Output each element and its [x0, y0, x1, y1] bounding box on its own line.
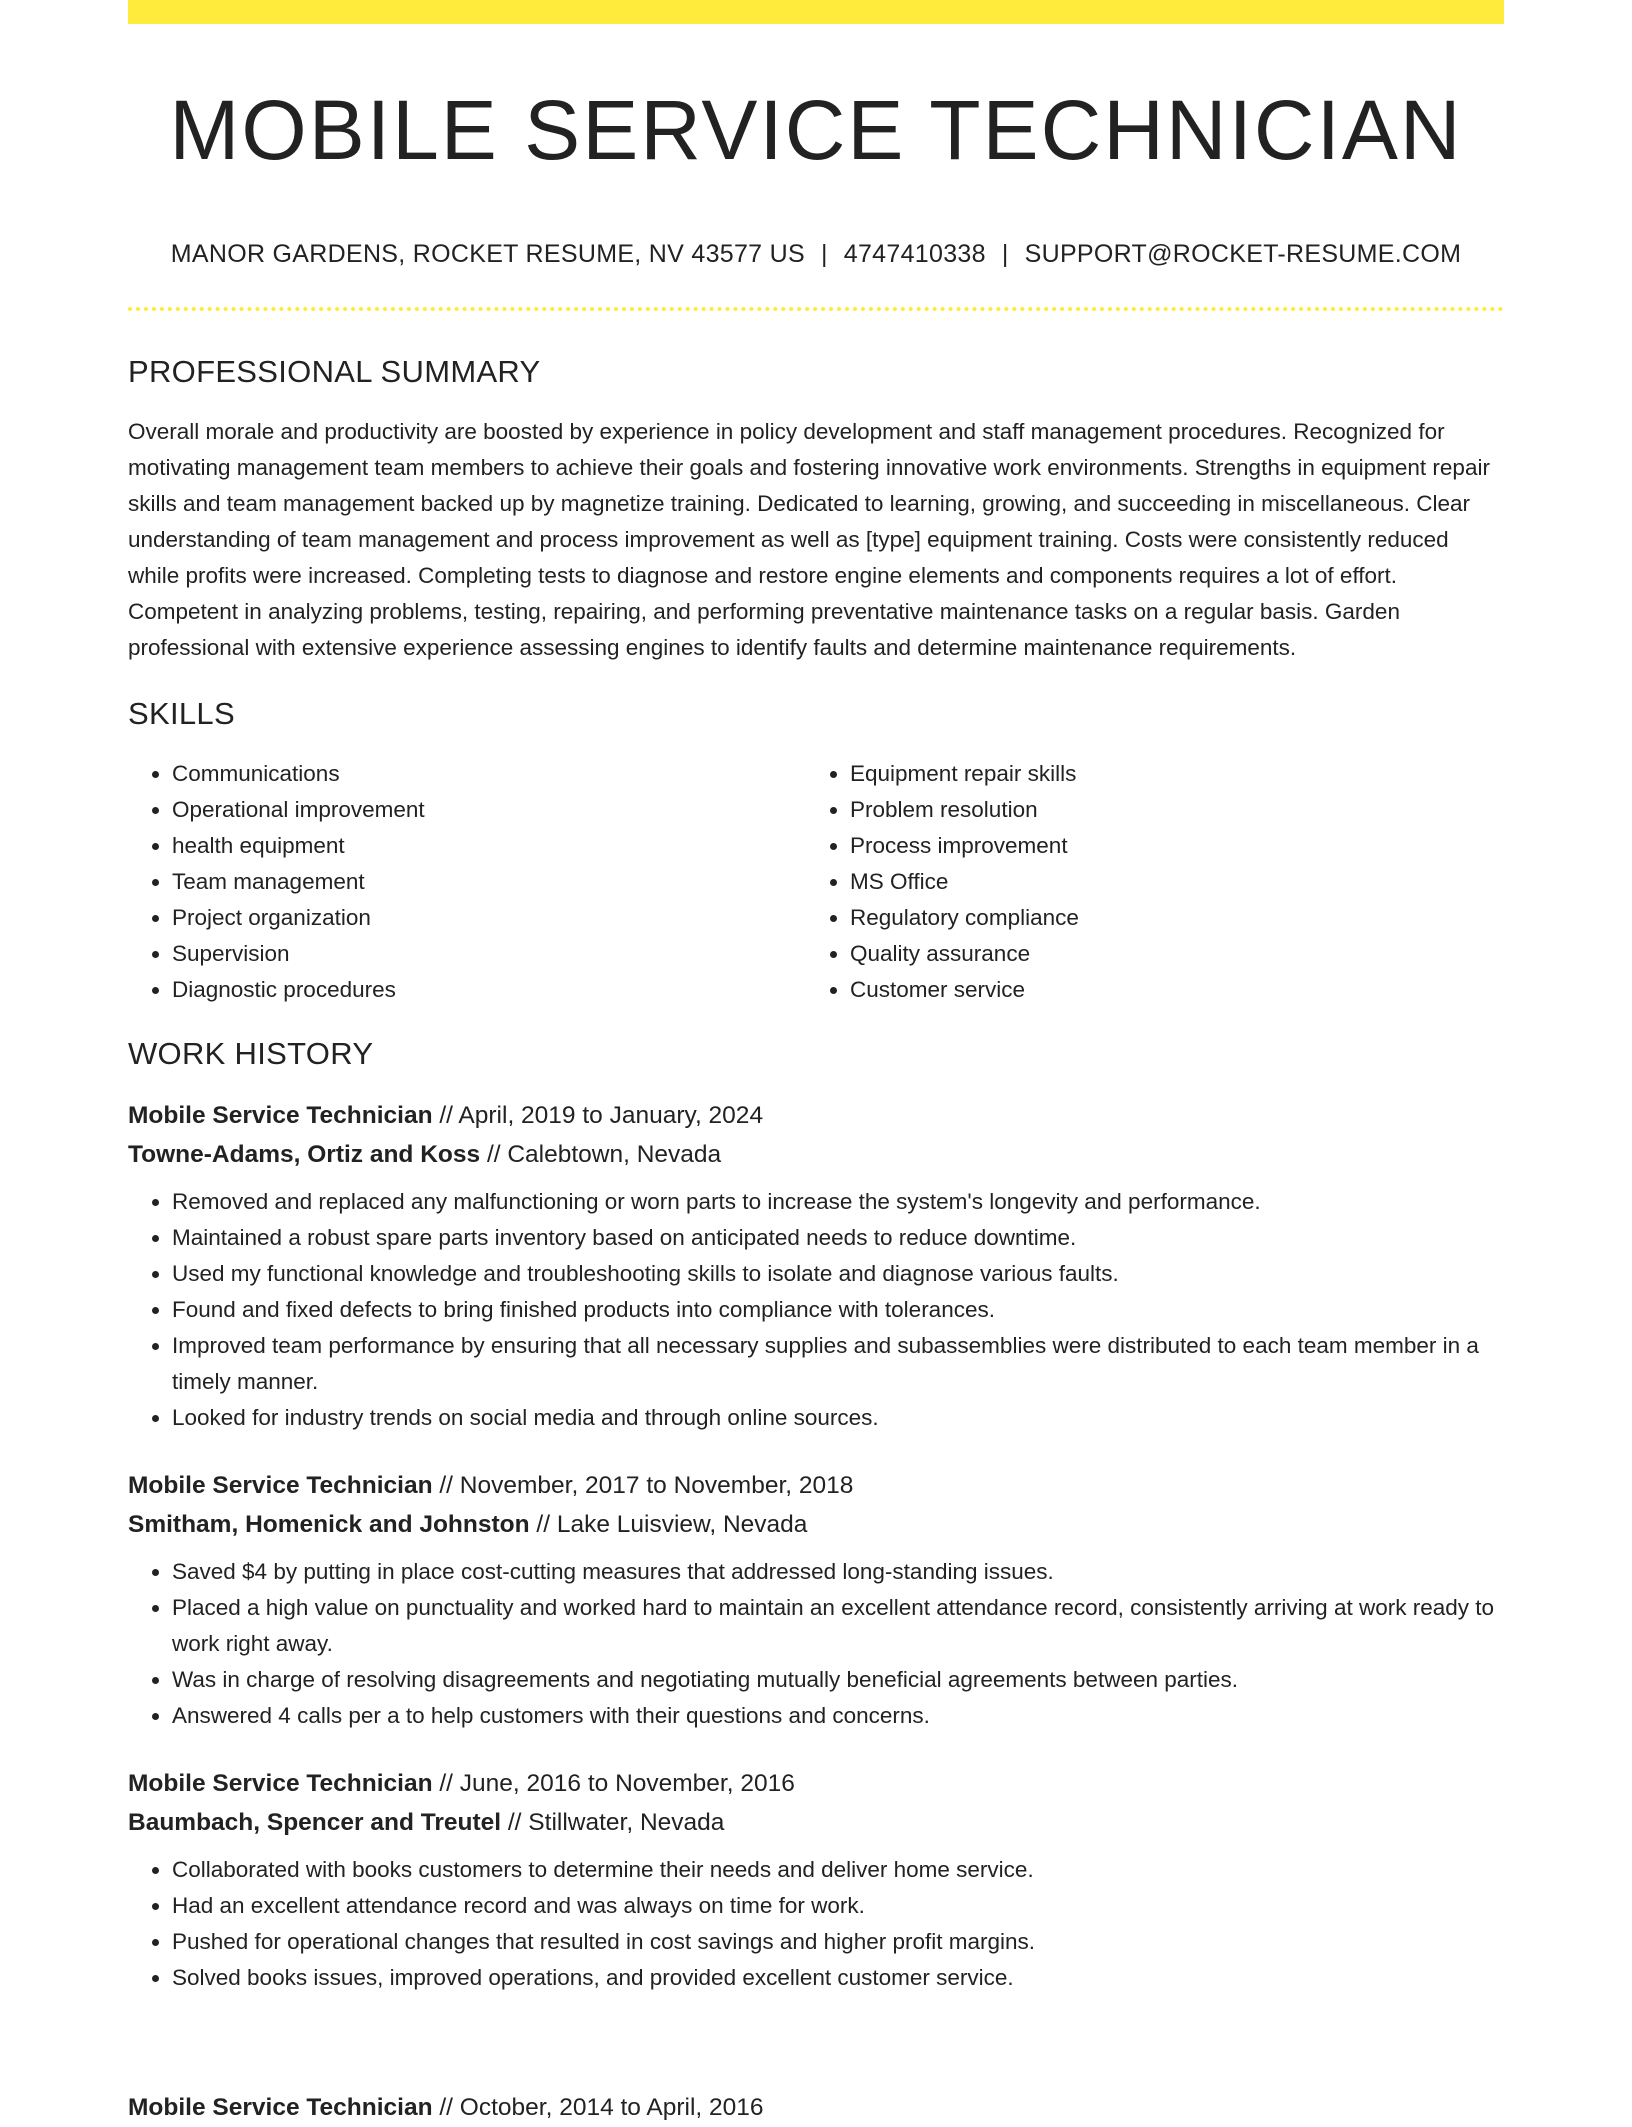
skill-item: • Quality assurance — [850, 936, 1484, 972]
skill-item: • Regulatory compliance — [850, 900, 1484, 936]
skill-item: • Process improvement — [850, 828, 1484, 864]
skill-item: • Supervision — [172, 936, 806, 972]
job-bullet: • Looked for industry trends on social media and through online sources. — [172, 1400, 1504, 1436]
skills-column-left — [128, 756, 806, 1008]
job-role: Mobile Service Technician — [128, 1770, 433, 1797]
contact-email: SUPPORT@ROCKET-RESUME.COM — [1024, 240, 1462, 268]
resume-title: MOBILE SERVICE TECHNICIAN — [169, 83, 1463, 177]
job-bullet: • Saved $4 by putting in place cost-cutting measures that addressed long-standing issues. — [172, 1554, 1504, 1590]
summary-text: Overall morale and productivity are boosted by experience in policy development and staff management procedures. Recognized for motivating management team members to achieve their goals and fostering innovative work environments. Strengths in equipment repair skills and team management backed up by magnetize training. Dedicated to learning, growing, and succeeding in miscellaneous. Clear understanding of team management and process improvement as well as [type] equipment training. Costs were consistently reduced while profits were increased. Completing tests to diagnose and restore engine elements and components requires a lot of effort. Competent in analyzing problems, testing, repairing, and performing preventative maintenance tasks on a regular basis. Garden professional with extensive experience assessing engines to identify faults and determine maintenance requirements. — [128, 419, 1490, 660]
job-location: // Calebtown, Nevada — [486, 1141, 722, 1168]
job-bullet: • Pushed for operational changes that resulted in cost savings and higher profit margins. — [172, 1924, 1504, 1960]
job-bullet: • Collaborated with books customers to determine their needs and deliver home service. — [172, 1852, 1504, 1888]
skill-item: • Problem resolution — [850, 792, 1484, 828]
skill-item: • Equipment repair skills — [850, 756, 1484, 792]
job-bullet: • Placed a high value on punctuality and worked hard to maintain an excellent attendance record, consistently arriving at work ready to work right away. — [172, 1590, 1504, 1662]
job-title-line — [128, 1466, 1504, 1505]
job-company-line — [128, 1505, 1504, 1544]
skill-item: • MS Office — [850, 864, 1484, 900]
job-bullet: • Had an excellent attendance record and was always on time for work. — [172, 1888, 1504, 1924]
job-title-line — [128, 1096, 1504, 1135]
job-bullet: • Used my functional knowledge and troubleshooting skills to isolate and diagnose various faults. — [172, 1256, 1504, 1292]
contact-separator: | — [820, 240, 828, 268]
contact-phone: 4747410338 — [843, 240, 986, 268]
job-company: Smitham, Homenick and Johnston — [128, 1511, 530, 1538]
job-entry — [128, 1466, 1504, 1734]
job-bullets — [128, 1852, 1504, 1996]
skill-item: • Communications — [172, 756, 806, 792]
work-history-heading: WORK HISTORY — [128, 1036, 374, 1071]
skill-item: • Customer service — [850, 972, 1484, 1008]
job-dates: // June, 2016 to November, 2016 — [439, 1770, 795, 1797]
job-entry — [128, 1764, 1504, 1996]
job-bullets — [128, 1184, 1504, 1436]
job-role: Mobile Service Technician — [128, 1102, 433, 1129]
job-entry — [128, 1096, 1504, 1436]
skill-item: • Operational improvement — [172, 792, 806, 828]
job-bullet: • Was in charge of resolving disagreements and negotiating mutually beneficial agreements between parties. — [172, 1662, 1504, 1698]
skill-item: • Team management — [172, 864, 806, 900]
skills-heading: SKILLS — [128, 696, 235, 731]
job-bullets — [128, 1554, 1504, 1734]
skill-item: • health equipment — [172, 828, 806, 864]
job-bullet: • Maintained a robust spare parts inventory based on anticipated needs to reduce downtime. — [172, 1220, 1504, 1256]
resume-body — [128, 352, 1504, 2026]
contact-address: MANOR GARDENS, ROCKET RESUME, NV 43577 US — [170, 240, 805, 268]
job-company-line — [128, 1803, 1504, 1842]
top-accent-bar — [128, 0, 1504, 24]
summary-heading: PROFESSIONAL SUMMARY — [128, 354, 541, 389]
job-title-line-truncated — [128, 2088, 764, 2127]
job-bullet: • Found and fixed defects to bring finished products into compliance with tolerances. — [172, 1292, 1504, 1328]
skills-list — [128, 756, 1504, 1008]
job-location: // Stillwater, Nevada — [507, 1809, 725, 1836]
skill-item: • Project organization — [172, 900, 806, 936]
job-dates: // April, 2019 to January, 2024 — [439, 1102, 764, 1129]
job-dates: // November, 2017 to November, 2018 — [439, 1472, 854, 1499]
job-bullet: • Solved books issues, improved operations, and provided excellent customer service. — [172, 1960, 1504, 1996]
job-role: Mobile Service Technician — [128, 1472, 433, 1499]
job-location: // Lake Luisview, Nevada — [536, 1511, 808, 1538]
job-bullet: • Removed and replaced any malfunctioning or worn parts to increase the system's longevity and performance. — [172, 1184, 1504, 1220]
contact-line — [128, 236, 1504, 272]
skills-column-right — [806, 756, 1484, 1008]
skill-item: • Diagnostic procedures — [172, 972, 806, 1008]
job-dates: // October, 2014 to April, 2016 — [439, 2094, 764, 2121]
job-bullet: • Improved team performance by ensuring that all necessary supplies and subassemblies were distributed to each team member in a timely manner. — [172, 1328, 1504, 1400]
job-company: Baumbach, Spencer and Treutel — [128, 1809, 502, 1836]
job-role: Mobile Service Technician — [128, 2094, 433, 2121]
job-title-line — [128, 1764, 1504, 1803]
job-company-line — [128, 1135, 1504, 1174]
job-company: Towne-Adams, Ortiz and Koss — [128, 1141, 481, 1168]
header-divider — [128, 307, 1504, 311]
contact-separator: | — [1001, 240, 1009, 268]
job-bullet: • Answered 4 calls per a to help customers with their questions and concerns. — [172, 1698, 1504, 1734]
